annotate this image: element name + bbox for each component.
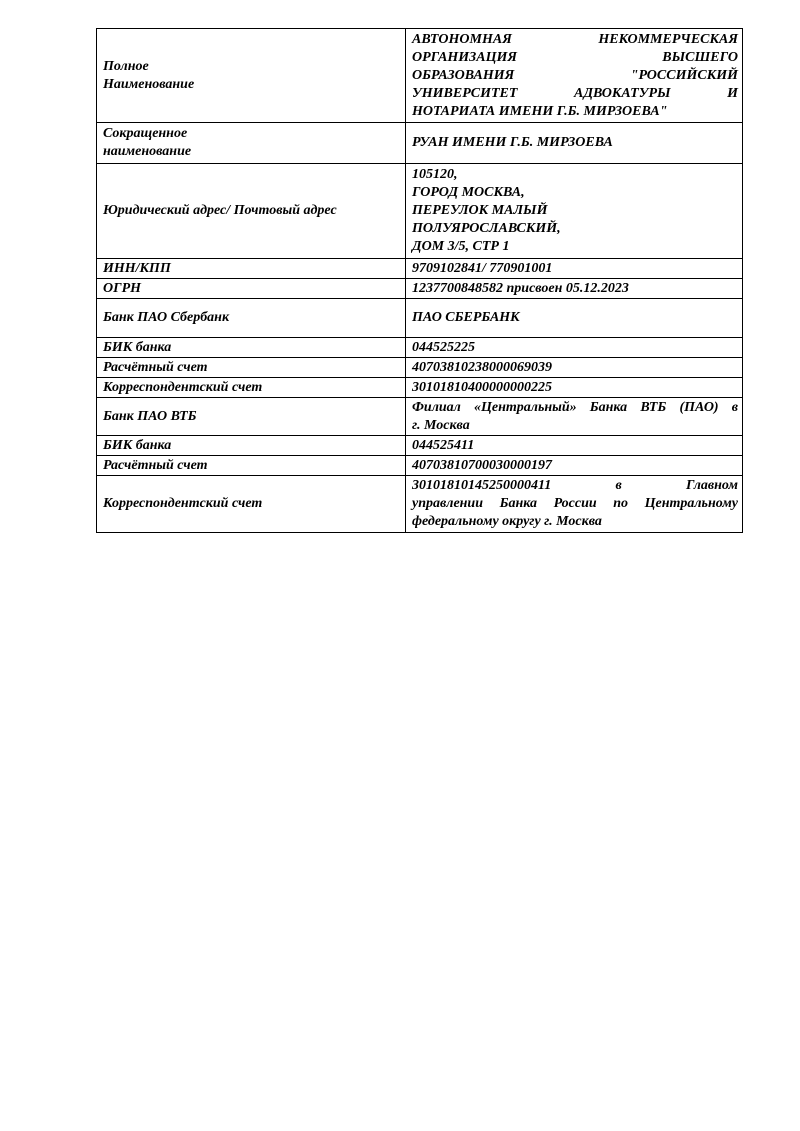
ogrn-label: ОГРН [97, 279, 406, 299]
label-line: Наименование [103, 76, 195, 92]
table-row [97, 279, 743, 299]
sber-account-value: 40703810238000069039 [406, 358, 743, 378]
table-row [97, 259, 743, 279]
value-line: ОРГАНИЗАЦИЯ ВЫСШЕГО [412, 49, 738, 65]
label-line: Полное [103, 58, 149, 74]
table-row [97, 378, 743, 398]
address-value [406, 164, 743, 259]
table-row [97, 476, 743, 533]
table-row [97, 398, 743, 436]
value-line: ПЕРЕУЛОК МАЛЫЙ [412, 203, 548, 218]
value-line: 30101810145250000411 в Главном [412, 478, 738, 493]
value-line: г. Москва [412, 417, 470, 433]
inn-kpp-label: ИНН/КПП [97, 259, 406, 279]
table-row [97, 164, 743, 259]
table-row [97, 29, 743, 123]
sber-bank-value: ПАО СБЕРБАНК [406, 299, 743, 338]
value-line: НОТАРИАТА ИМЕНИ Г.Б. МИРЗОЕВА" [412, 103, 668, 119]
sber-bank-label: Банк ПАО Сбербанк [97, 299, 406, 338]
value-line: ПОЛУЯРОСЛАВСКИЙ, [412, 221, 561, 236]
vtb-corr-label: Корреспондентский счет [97, 476, 406, 533]
table-row [97, 358, 743, 378]
value-line: Филиал «Центральный» Банка ВТБ (ПАО) в [412, 399, 738, 415]
table-row [97, 299, 743, 338]
table-row [97, 338, 743, 358]
sber-account-label: Расчётный счет [97, 358, 406, 378]
table-row [97, 123, 743, 164]
value-line: АВТОНОМНАЯ НЕКОММЕРЧЕСКАЯ [412, 31, 738, 47]
inn-kpp-value: 9709102841/ 770901001 [406, 259, 743, 279]
vtb-account-value: 40703810700030000197 [406, 456, 743, 476]
value-line: ГОРОД МОСКВА, [412, 185, 525, 200]
value-line: ДОМ 3/5, СТР 1 [412, 239, 510, 254]
label-line: наименование [103, 144, 192, 159]
value-line: УНИВЕРСИТЕТ АДВОКАТУРЫ И [412, 85, 738, 101]
sber-corr-value: 30101810400000000225 [406, 378, 743, 398]
vtb-bank-value [406, 398, 743, 436]
value-line: управлении Банка России по Центральному [412, 496, 738, 511]
sber-bik-label: БИК банка [97, 338, 406, 358]
address-label: Юридический адрес/ Почтовый адрес [97, 164, 406, 259]
value-line: федеральному округу г. Москва [412, 514, 602, 529]
short-name-value: РУАН ИМЕНИ Г.Б. МИРЗОЕВА [406, 123, 743, 164]
requisites-table [96, 28, 743, 533]
vtb-corr-value [406, 476, 743, 533]
full-name-value [406, 29, 743, 123]
ogrn-value: 1237700848582 присвоен 05.12.2023 [406, 279, 743, 299]
vtb-account-label: Расчётный счет [97, 456, 406, 476]
full-name-label [97, 29, 406, 123]
vtb-bik-value: 044525411 [406, 436, 743, 456]
label-line: Сокращенное [103, 126, 188, 141]
sber-corr-label: Корреспондентский счет [97, 378, 406, 398]
value-line: 105120, [412, 167, 458, 182]
table-row [97, 456, 743, 476]
vtb-bik-label: БИК банка [97, 436, 406, 456]
vtb-bank-label: Банк ПАО ВТБ [97, 398, 406, 436]
sber-bik-value: 044525225 [406, 338, 743, 358]
value-line: ОБРАЗОВАНИЯ "РОССИЙСКИЙ [412, 67, 738, 83]
table-row [97, 436, 743, 456]
short-name-label [97, 123, 406, 164]
